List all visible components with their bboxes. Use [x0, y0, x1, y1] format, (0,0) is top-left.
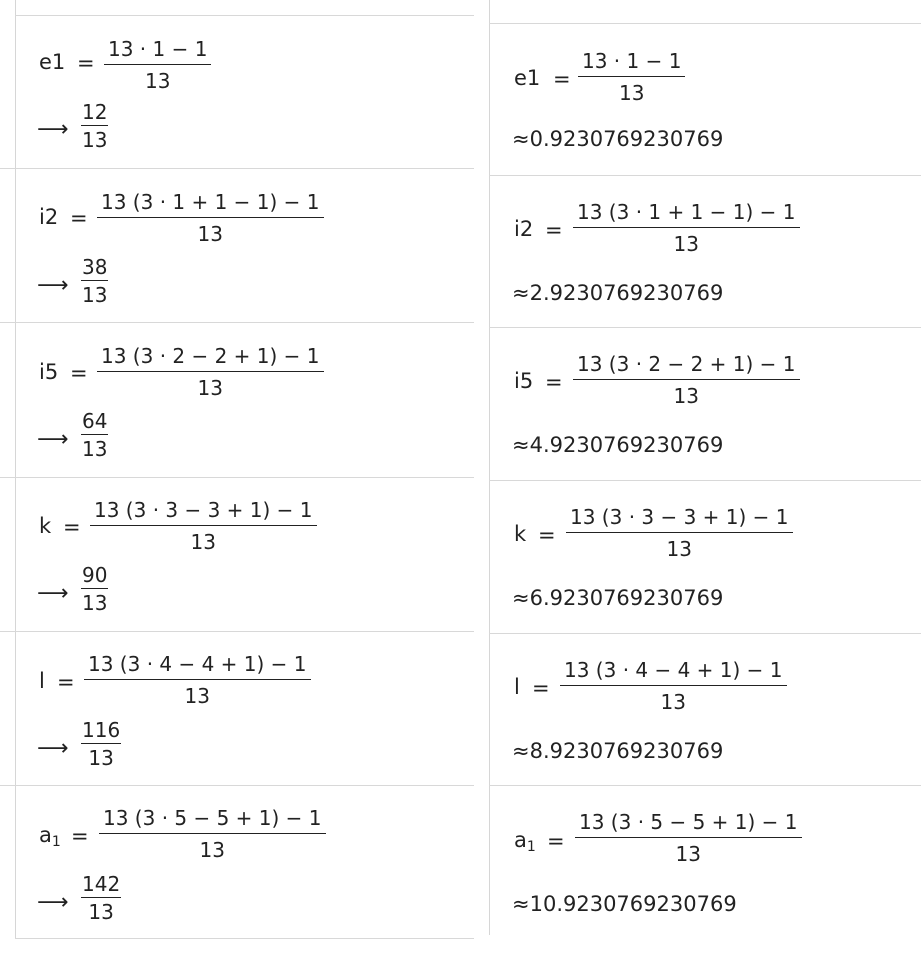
fraction-denominator: 13 [199, 838, 225, 862]
definition-fraction [575, 810, 802, 866]
algebra-row-exact[interactable] [15, 15, 474, 168]
equals-sign: = [532, 676, 550, 700]
result-denominator: 13 [82, 128, 108, 152]
exact-result-fraction [81, 256, 108, 306]
result-arrow: ⟶ [37, 581, 69, 606]
equals-sign: = [538, 523, 556, 547]
result-denominator: 13 [82, 283, 108, 307]
equals-sign: = [77, 51, 95, 75]
equals-sign: = [57, 670, 75, 694]
result-arrow: ⟶ [37, 427, 69, 452]
variable-name: i2 [39, 205, 59, 229]
fraction-numerator: 13 (3 · 1 + 1 − 1) − 1 [97, 190, 324, 218]
equals-sign: = [70, 206, 88, 230]
fraction-numerator: 13 (3 · 1 + 1 − 1) − 1 [573, 200, 800, 228]
fraction-denominator: 13 [145, 69, 171, 93]
result-numerator: 38 [82, 255, 108, 279]
algebra-row-exact[interactable] [15, 322, 474, 477]
variable-name: l [39, 669, 45, 693]
exact-result-fraction [81, 410, 108, 460]
fraction-denominator: 13 [666, 537, 692, 561]
result-arrow: ⟶ [37, 117, 69, 142]
definition-fraction [578, 49, 685, 105]
fraction-denominator: 13 [660, 690, 686, 714]
approximate-value: ≈4.9230769230769 [512, 433, 724, 457]
algebra-row-exact[interactable] [15, 785, 474, 938]
algebra-row-exact[interactable] [15, 631, 474, 785]
equals-sign: = [71, 824, 89, 848]
result-numerator: 90 [82, 563, 108, 587]
fraction-numerator: 13 · 1 − 1 [578, 49, 685, 77]
equals-sign: = [70, 361, 88, 385]
result-denominator: 13 [88, 900, 114, 924]
exact-result-fraction [81, 564, 108, 614]
fraction-numerator: 13 (3 · 3 − 3 + 1) − 1 [90, 498, 317, 526]
variable-name: i5 [514, 369, 534, 393]
equals-sign: = [547, 829, 565, 853]
equals-sign: = [545, 370, 563, 394]
result-numerator: 142 [82, 872, 121, 896]
definition-fraction [97, 190, 324, 246]
algebra-row-numeric[interactable] [489, 327, 921, 480]
variable-name: l [514, 675, 520, 699]
equals-sign: = [545, 218, 563, 242]
variable-name: $a_1$ [39, 823, 61, 850]
equals-sign: = [63, 515, 81, 539]
approximate-value: ≈6.9230769230769 [512, 586, 724, 610]
result-numerator: 116 [82, 718, 121, 742]
definition-fraction [573, 352, 800, 408]
algebra-row-numeric[interactable] [489, 480, 921, 633]
definition-fraction [566, 505, 793, 561]
result-arrow: ⟶ [37, 273, 69, 298]
equals-sign: = [553, 67, 571, 91]
fraction-numerator: 13 (3 · 4 − 4 + 1) − 1 [84, 652, 311, 680]
fraction-denominator: 13 [675, 842, 701, 866]
row-divider [15, 938, 474, 939]
fraction-numerator: 13 (3 · 3 − 3 + 1) − 1 [566, 505, 793, 533]
fraction-denominator: 13 [197, 222, 223, 246]
approximate-value: ≈2.9230769230769 [512, 281, 724, 305]
definition-fraction [99, 806, 326, 862]
algebra-row-numeric[interactable] [489, 633, 921, 785]
fraction-numerator: 13 (3 · 5 − 5 + 1) − 1 [575, 810, 802, 838]
fraction-denominator: 13 [190, 530, 216, 554]
fraction-denominator: 13 [619, 81, 645, 105]
approximate-value: ≈8.9230769230769 [512, 739, 724, 763]
fraction-denominator: 13 [184, 684, 210, 708]
result-arrow: ⟶ [37, 736, 69, 761]
fraction-numerator: 13 (3 · 2 − 2 + 1) − 1 [97, 344, 324, 372]
fraction-numerator: 13 (3 · 5 − 5 + 1) − 1 [99, 806, 326, 834]
exact-result-fraction [81, 873, 121, 923]
variable-name: e1 [39, 50, 66, 74]
algebra-view-numeric [489, 0, 921, 953]
result-denominator: 13 [82, 591, 108, 615]
result-numerator: 12 [82, 100, 108, 124]
definition-fraction [90, 498, 317, 554]
definition-fraction [573, 200, 800, 256]
result-numerator: 64 [82, 409, 108, 433]
fraction-numerator: 13 (3 · 4 − 4 + 1) − 1 [560, 658, 787, 686]
fraction-denominator: 13 [197, 376, 223, 400]
exact-result-fraction [81, 719, 121, 769]
variable-name: $a_1$ [514, 828, 536, 855]
definition-fraction [560, 658, 787, 714]
variable-name: e1 [514, 66, 541, 90]
variable-name: i2 [514, 217, 534, 241]
approximate-value: ≈10.9230769230769 [512, 892, 737, 916]
algebra-row-exact[interactable] [15, 168, 474, 322]
result-arrow: ⟶ [37, 890, 69, 915]
exact-result-fraction [81, 101, 108, 151]
definition-fraction [104, 37, 211, 93]
algebra-row-numeric[interactable] [489, 175, 921, 327]
approximate-value: ≈0.9230769230769 [512, 127, 724, 151]
algebra-row-exact[interactable] [15, 477, 474, 631]
variable-name: i5 [39, 360, 59, 384]
variable-name: k [39, 514, 52, 538]
fraction-numerator: 13 (3 · 2 − 2 + 1) − 1 [573, 352, 800, 380]
fraction-numerator: 13 · 1 − 1 [104, 37, 211, 65]
definition-fraction [84, 652, 311, 708]
variable-name: k [514, 522, 527, 546]
result-denominator: 13 [82, 437, 108, 461]
definition-fraction [97, 344, 324, 400]
result-denominator: 13 [88, 746, 114, 770]
algebra-row-numeric[interactable] [489, 23, 921, 175]
algebra-row-numeric[interactable] [489, 785, 921, 935]
fraction-denominator: 13 [673, 232, 699, 256]
fraction-denominator: 13 [673, 384, 699, 408]
